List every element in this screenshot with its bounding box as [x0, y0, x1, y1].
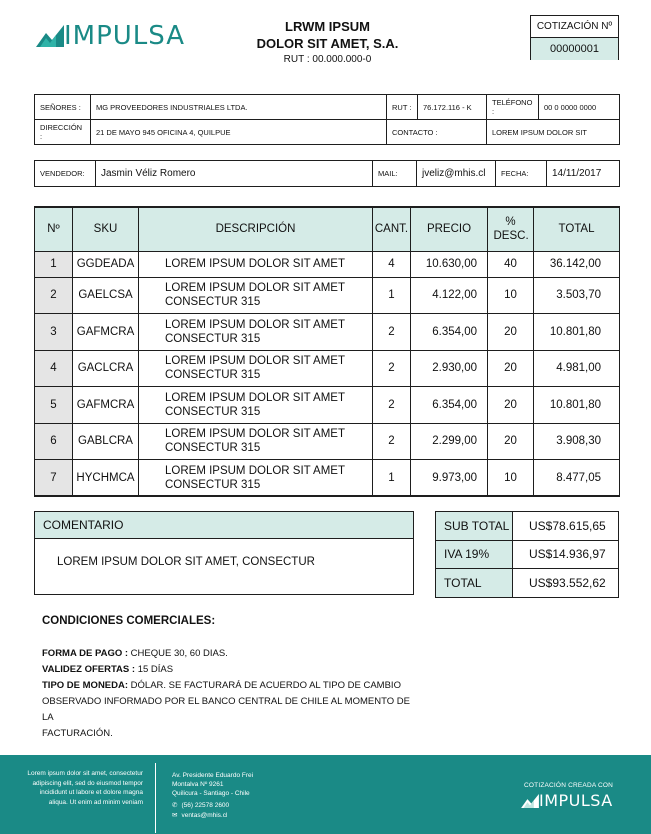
address-line3: Quilicura - Santiago - Chile [172, 790, 250, 797]
col-header-sku: SKU [73, 207, 139, 251]
telefono-value: 00 0 0000 0000 [539, 95, 620, 120]
impulsa-logo [36, 20, 196, 52]
mail-label: MAIL: [373, 161, 417, 187]
row-index: 6 [35, 423, 73, 460]
currency-type-value: DÓLAR. SE FACTURARÁ DE ACUERDO AL TIPO DE CAMBIO [130, 680, 401, 691]
currency-type-line2: OBSERVADO INFORMADO POR EL BANCO CENTRAL DE CHILE AL MOMENTO DE LA [42, 696, 410, 723]
row-description [139, 314, 373, 351]
row-discount: 40 [488, 251, 534, 277]
vendedor-value: Jasmin Véliz Romero [96, 161, 373, 187]
table-row [35, 460, 620, 497]
footer-address [172, 771, 253, 798]
row-description [139, 423, 373, 460]
row-sku: GAELCSA [73, 277, 139, 314]
row-description [139, 460, 373, 497]
company-name-line2: DOLOR SIT AMET, S.A. [256, 36, 399, 51]
client-rut-label: RUT : [387, 95, 418, 120]
row-price: 6.354,00 [411, 387, 488, 424]
row-quantity: 4 [373, 251, 411, 277]
table-row [35, 251, 620, 277]
row-description [139, 350, 373, 387]
row-quantity: 2 [373, 387, 411, 424]
row-quantity: 1 [373, 460, 411, 497]
table-row [35, 314, 620, 351]
col-header-total: TOTAL [534, 207, 620, 251]
senores-label: SEÑORES : [35, 95, 91, 120]
row-price: 4.122,00 [411, 277, 488, 314]
payment-terms-label: FORMA DE PAGO : [42, 648, 129, 659]
seller-info-table [34, 160, 620, 187]
footer-phone-row [172, 801, 229, 811]
row-index: 1 [35, 251, 73, 277]
subtotal-label: SUB TOTAL [436, 512, 513, 541]
telefono-label: TELÉFONO : [487, 95, 539, 120]
footer-email-row[interactable] [172, 811, 229, 821]
conditions-title: CONDICIONES COMERCIALES: [42, 615, 216, 627]
row-description-line1: LOREM IPSUM DOLOR SIT AMET [165, 318, 345, 331]
row-discount: 20 [488, 387, 534, 424]
mail-value: jveliz@mhis.cl [417, 161, 496, 187]
row-quantity: 2 [373, 314, 411, 351]
row-total: 4.981,00 [534, 350, 620, 387]
items-table [34, 206, 620, 497]
payment-terms-value: CHEQUE 30, 60 DIAS. [130, 648, 228, 659]
row-sku: HYCHMCA [73, 460, 139, 497]
contacto-value: LOREM IPSUM DOLOR SIT [487, 120, 620, 145]
direccion-label: DIRECCIÓN : [35, 120, 91, 145]
company-block [230, 18, 425, 65]
address-line1: Av. Presidente Eduardo Frei [172, 772, 254, 779]
row-description-line1: LOREM IPSUM DOLOR SIT AMET [165, 282, 345, 295]
row-quantity: 2 [373, 350, 411, 387]
row-description-line2: CONSECTUR 315 [165, 296, 261, 309]
row-total: 8.477,05 [534, 460, 620, 497]
row-description [139, 277, 373, 314]
row-discount: 20 [488, 350, 534, 387]
subtotal-value: US$78.615,65 [513, 512, 619, 541]
col-header-index: Nº [35, 207, 73, 251]
payment-terms [42, 646, 422, 662]
row-index: 4 [35, 350, 73, 387]
table-row [35, 277, 620, 314]
total-value: US$93.552,62 [513, 569, 619, 598]
footer-logo-mark [521, 794, 539, 808]
row-sku: GAFMCRA [73, 314, 139, 351]
client-info-table [34, 94, 620, 145]
footer-logo-text: IMPULSA [539, 791, 613, 810]
offer-validity-label: VALIDEZ OFERTAS : [42, 664, 136, 675]
row-sku: GAFMCRA [73, 387, 139, 424]
vendedor-label: VENDEDOR: [35, 161, 96, 187]
footer-brand [505, 782, 635, 810]
quote-number-box [530, 15, 619, 60]
row-quantity: 2 [373, 423, 411, 460]
row-description-line1: LOREM IPSUM DOLOR SIT AMET [165, 428, 345, 441]
discount-header-text: % DESC. [493, 216, 529, 243]
footer-description: Lorem ipsum dolor sit amet, consectetur adipiscing elit, sed do eiusmod tempor incididunt ut labore et dolore magna aliqua. Ut enim ad minim veniam [27, 770, 143, 806]
row-description-line2: CONSECTUR 315 [165, 369, 261, 382]
col-header-discount [488, 207, 534, 251]
iva-label: IVA 19% [436, 540, 513, 569]
created-with-caption: COTIZACIÓN CREADA CON [524, 782, 614, 789]
row-price: 6.354,00 [411, 314, 488, 351]
row-total: 36.142,00 [534, 251, 620, 277]
row-description-line1: LOREM IPSUM DOLOR SIT AMET [165, 391, 345, 404]
footer-contact [172, 801, 229, 821]
items-header-row [35, 207, 620, 251]
iva-value: US$14.936,97 [513, 540, 619, 569]
senores-value: MG PROVEEDORES INDUSTRIALES LTDA. [91, 95, 387, 120]
row-description-line2: CONSECTUR 315 [165, 405, 261, 418]
quote-number-label: COTIZACIÓN Nº [531, 16, 618, 38]
row-price: 2.930,00 [411, 350, 488, 387]
footer-email[interactable]: ventas@mhis.cl [181, 812, 228, 819]
row-description-line1: LOREM IPSUM DOLOR SIT AMET [165, 355, 345, 368]
row-description-line1: LOREM IPSUM DOLOR SIT AMET [165, 464, 345, 477]
client-rut-value: 76.172.116 - K [418, 95, 487, 120]
row-description-line2: CONSECTUR 315 [165, 442, 261, 455]
comment-box [34, 511, 414, 595]
row-description [139, 251, 373, 277]
table-row [35, 350, 620, 387]
currency-type-label: TIPO DE MONEDA: [42, 680, 129, 691]
row-discount: 10 [488, 277, 534, 314]
fecha-value: 14/11/2017 [547, 161, 620, 187]
phone-icon: ✆ [172, 802, 178, 809]
row-sku: GABLCRA [73, 423, 139, 460]
commercial-conditions [42, 615, 422, 742]
mail-icon: ✉ [172, 812, 178, 819]
direccion-value: 21 DE MAYO 945 OFICINA 4, QUILPUE [91, 120, 387, 145]
table-row [35, 423, 620, 460]
company-name-line1: LRWM IPSUM [285, 19, 370, 34]
footer-divider [155, 763, 156, 833]
row-description-line1: LOREM IPSUM DOLOR SIT AMET [165, 258, 345, 270]
table-row [35, 387, 620, 424]
row-price: 10.630,00 [411, 251, 488, 277]
row-total: 3.503,70 [534, 277, 620, 314]
footer [0, 755, 651, 834]
offer-validity [42, 662, 422, 678]
row-description-line2: CONSECTUR 315 [165, 332, 261, 345]
currency-type-line3: FACTURACIÓN. [42, 728, 113, 739]
row-total: 10.801,80 [534, 387, 620, 424]
quote-number-value: 00000001 [531, 38, 618, 60]
footer-phone: (56) 22578 2600 [181, 802, 230, 809]
row-price: 9.973,00 [411, 460, 488, 497]
row-index: 3 [35, 314, 73, 351]
totals-table [435, 511, 619, 598]
row-total: 10.801,80 [534, 314, 620, 351]
row-price: 2.299,00 [411, 423, 488, 460]
comment-text: LOREM IPSUM DOLOR SIT AMET, CONSECTUR [57, 556, 315, 568]
address-line2: Montalva Nº 9261 [172, 781, 224, 788]
contacto-label: CONTACTO : [387, 120, 487, 145]
col-header-quantity: CANT. [373, 207, 411, 251]
row-index: 7 [35, 460, 73, 497]
row-sku: GGDEADA [73, 251, 139, 277]
row-sku: GACLCRA [73, 350, 139, 387]
row-discount: 20 [488, 423, 534, 460]
footer-logo [521, 791, 635, 810]
company-rut: RUT : 00.000.000-0 [283, 54, 372, 65]
row-discount: 20 [488, 314, 534, 351]
row-quantity: 1 [373, 277, 411, 314]
row-index: 5 [35, 387, 73, 424]
row-index: 2 [35, 277, 73, 314]
row-description [139, 387, 373, 424]
offer-validity-value: 15 DÍAS [137, 664, 174, 675]
comment-label: COMENTARIO [35, 512, 413, 539]
currency-type [42, 678, 422, 694]
col-header-price: PRECIO [411, 207, 488, 251]
row-total: 3.908,30 [534, 423, 620, 460]
total-label: TOTAL [436, 569, 513, 598]
col-header-description: DESCRIPCIÓN [139, 207, 373, 251]
row-description-line2: CONSECTUR 315 [165, 478, 261, 491]
impulsa-logo-mark [36, 25, 64, 47]
logo-text: IMPULSA [64, 21, 186, 51]
row-discount: 10 [488, 460, 534, 497]
fecha-label: FECHA: [496, 161, 547, 187]
